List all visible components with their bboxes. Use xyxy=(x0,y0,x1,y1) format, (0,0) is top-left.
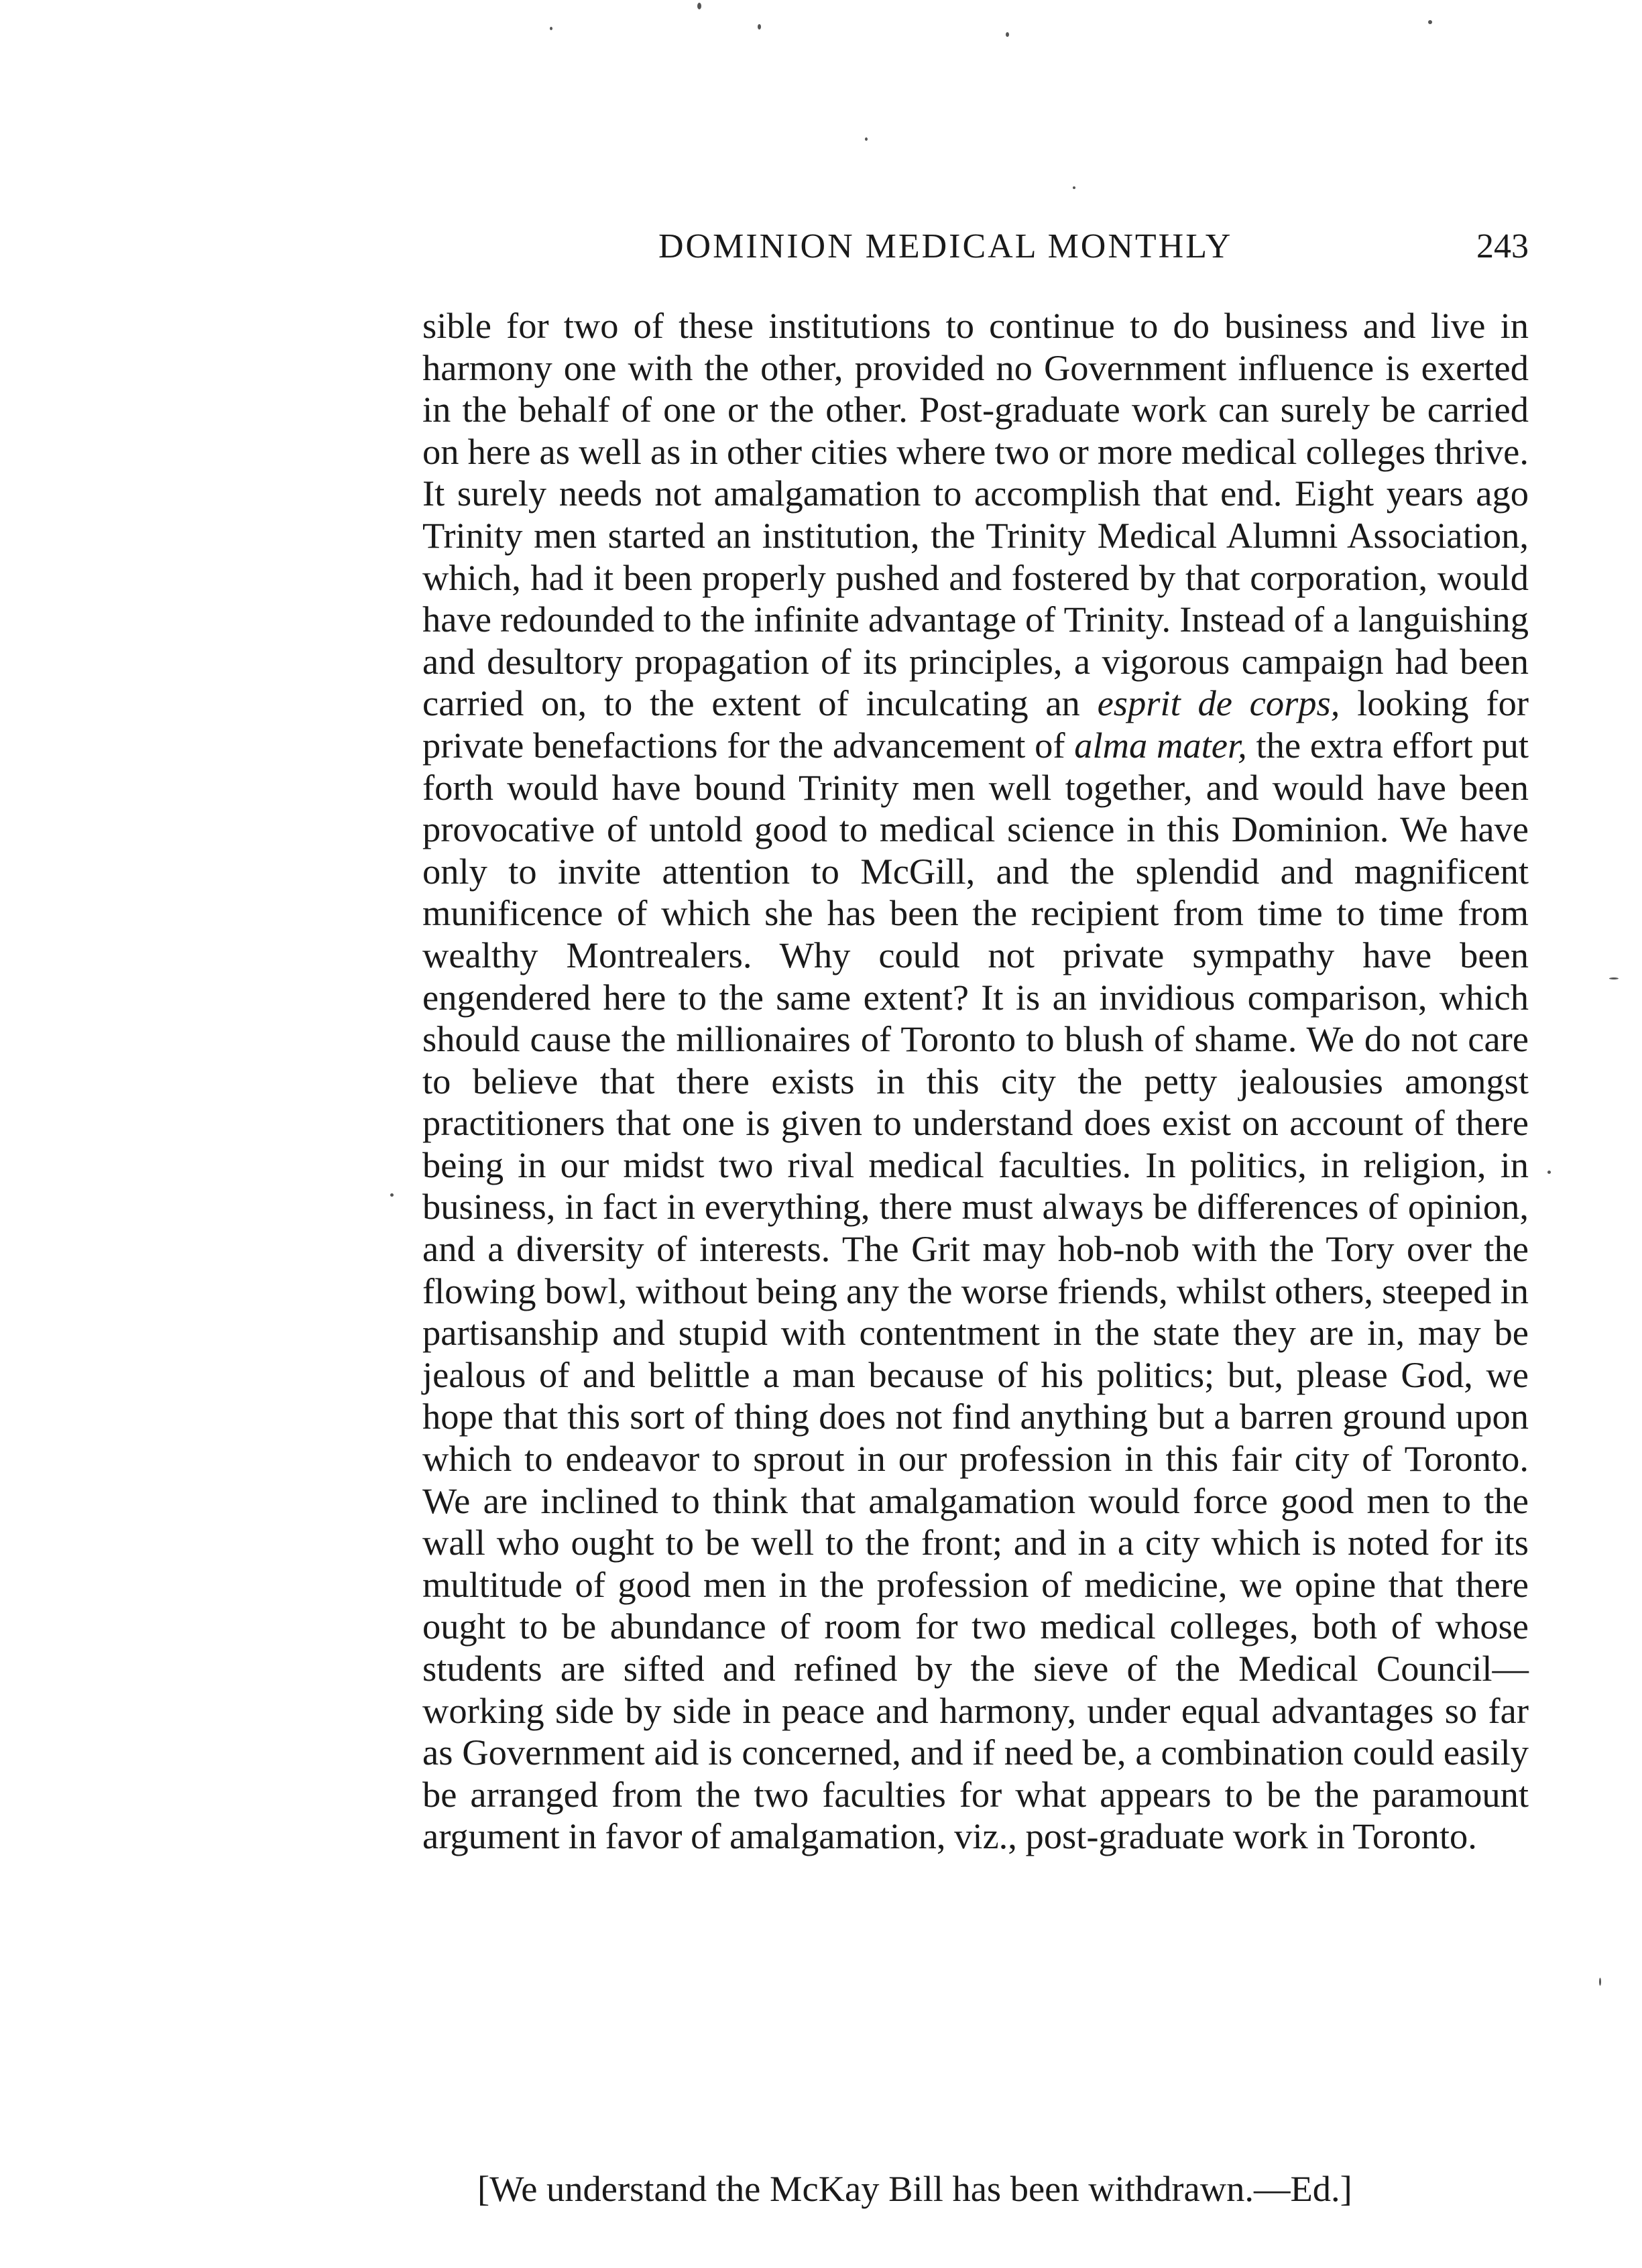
scan-speck xyxy=(390,1193,394,1197)
body-text-run: sible for two of these institutions to continue to do business and live in harmony one with the other, provided no Government influence is exerted in the behalf of one or the other. Post-graduate work can surely be carried on here as well as in other cities where two or more medical colleges thrive. It surely needs not amalgamation to accomplish that end. Eight years ago Trinity men started an institution, the Trinity Medical Alumni Association, which, had it been properly pushed and fostered by that corporation, would have redounded to the infinite advantage of Trinity. Instead of a languishing and desultory propagation of its principles, a vigorous campaign had been carried on, to the extent of inculcating an xyxy=(422,305,1529,724)
scan-speck xyxy=(865,137,868,141)
scan-speck xyxy=(758,24,761,29)
scan-speck xyxy=(1073,186,1075,189)
running-title: DOMINION MEDICAL MONTHLY xyxy=(658,227,1233,265)
scan-speck xyxy=(1609,977,1619,979)
scan-speck xyxy=(550,27,552,30)
body-text-run: looking for private benefactions for the advancement of xyxy=(422,682,1529,766)
italic-phrase: esprit de corps, xyxy=(1097,682,1340,724)
italic-phrase: alma mater, xyxy=(1074,724,1247,766)
scan-speck xyxy=(1428,20,1432,24)
body-text-run: the extra effort put forth would have bound Trinity men well together, and would have been provocative of untold good to medical science in this Dominion. We have only to invite attention to McGill, and the splendid and magnificent munificence of which she has been the recipient from time to time from wealthy Montrealers. Why could not private sympathy have been engendered here to the same extent? It is an invidious comparison, which should cause the millionaires of Toronto to blush of shame. We do not care to believe that there exists in this city the petty jealousies amongst practitioners that one is given to understand does exist on account of there being in our midst two rival medical faculties. In politics, in religion, in business, in fact in everything, there must always be differences of opinion, and a diversity of interests. The Grit may hob-nob with the Tory over the flowing bowl, without being any the worse friends, whilst others, steeped in partisanship and stupid with contentment in the state they are in, may be jealous of and belittle a man because of his politics; but, please God, we hope that this sort of thing does not find anything but a barren ground upon which to endeavor to sprout in our profession in this fair city of Toronto. We are inclined to think that amalgamation would force good men to the wall who ought to be well to the front; and in a city which is noted for its multitude of good men in the profession of medicine, we opine that there ought to be abundance of room for two medical colleges, both of whose students are sifted and refined by the sieve of the Medical Council—working side by side in peace and harmony, under equal advantages so far as Government aid is concerned, and if need be, a combination could easily be arranged from the two faculties for what appears to be the paramount argument in favor of amalgamation, viz., post-graduate work in Toronto. xyxy=(422,724,1529,1857)
body-paragraph xyxy=(422,305,1529,1858)
page-number: 243 xyxy=(1476,227,1529,265)
scan-speck xyxy=(697,3,701,9)
scan-speck xyxy=(1547,1171,1551,1174)
page-header xyxy=(422,227,1529,274)
editor-note: [We understand the McKay Bill has been withdrawn.—Ed.] xyxy=(477,2168,1352,2209)
article-body xyxy=(422,305,1529,1858)
scan-speck xyxy=(1006,32,1009,37)
scan-speck xyxy=(1599,1978,1601,1986)
